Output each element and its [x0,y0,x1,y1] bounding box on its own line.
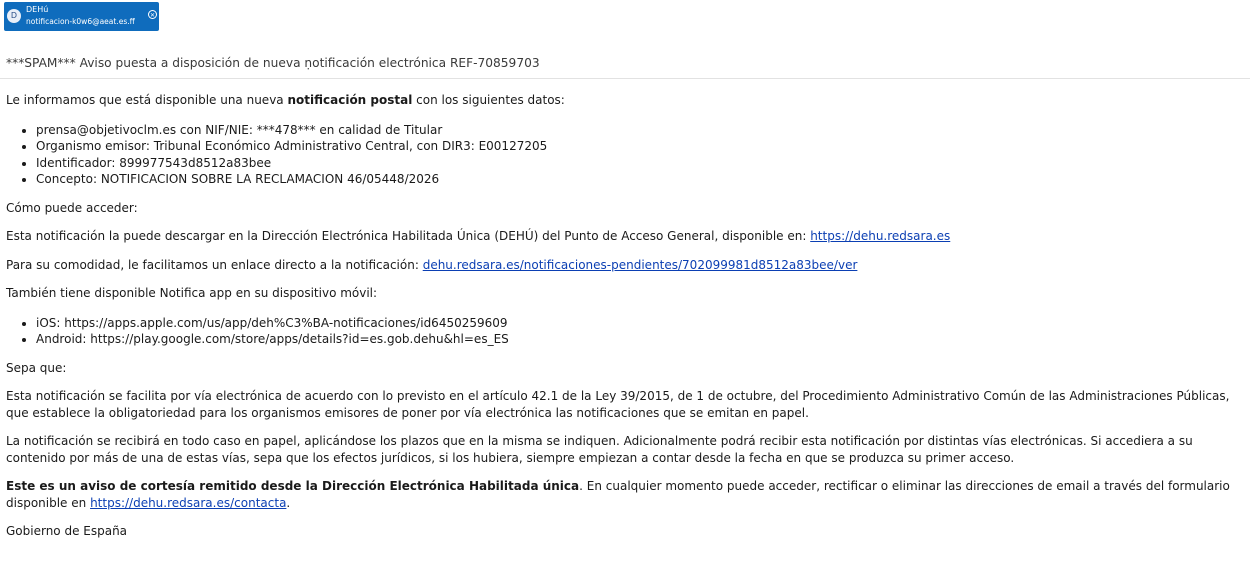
courtesy-text: . En cualquier momento puede acceder, rectificar o eliminar las direcciones de email a través del formulario disponible en [6,479,1230,510]
legal-paragraph: Esta notificación se facilita por vía electrónica de acuerdo con lo previsto en el artículo 42.1 de la Ley 39/2015, de 1 de octubre, del Procedimiento Administrativo Común de las Administraciones Públicas, que establece la obligatoriedad para los organismos emisores de poner por vía electrónica las notificaciones que se emitan en papel. [6,389,1230,420]
list-item: • Concepto: NOTIFICACION SOBRE LA RECLAMACION 46/05448/2026 [36,171,1244,188]
list-item: • Organismo emisor: Tribunal Económico Administrativo Central, con DIR3: E00127205 [36,138,1244,155]
list-item: • Android: https://play.google.com/store/apps/details?id=es.gob.dehu&hl=es_ES [36,331,1244,348]
how-access-heading: Cómo puede acceder: [6,200,138,215]
direct-link-paragraph [6,257,1244,274]
list-item: • iOS: https://apps.apple.com/us/app/deh%C3%BA-notificaciones/id6450259609 [36,315,1244,332]
data-list [6,122,1244,188]
direct-text: Para su comodidad, le facilitamos un enlace directo a la notificación: [6,257,423,272]
sender-email: notificacion-k0w6@aeat.es.ff [26,17,135,26]
sender-avatar: D [7,9,21,23]
signature: Gobierno de España [6,524,128,538]
download-text: Esta notificación la puede descargar en la Dirección Electrónica Habilitada Única (DEHÚ) del Punto de Acceso General, disponible en: [6,229,811,243]
intro-text-end: con los siguientes datos: [412,93,565,107]
email-body [6,92,1244,540]
dehu-link[interactable]: https://dehu.redsara.es [810,229,951,243]
app-intro: También tiene disponible Notifica app en su dispositivo móvil: [6,286,378,300]
courtesy-end: . [286,495,291,510]
intro-text: Le informamos que está disponible una nueva [6,93,288,107]
notification-link[interactable]: dehu.redsara.es/notificaciones-pendientes/702099981d8512a83bee/ver [422,257,858,272]
sender-chip[interactable] [4,2,159,31]
sender-name: DEHú [26,5,49,14]
intro-bold: notificación postal [287,93,413,107]
list-item: • prensa@objetivoclm.es con NIF/NIE: ***478*** en calidad de Titular [36,122,1244,139]
contact-link[interactable]: https://dehu.redsara.es/contacta [90,495,287,510]
app-list [6,315,1244,348]
email-subject: ***SPAM*** Aviso puesta a disposición de nueva ṇotificación electrónica REF-70859703 [6,56,540,70]
know-heading: Sepa que: [6,360,67,375]
list-item: • Identificador: 899977543d8512a83bee [36,155,1244,172]
download-paragraph [6,228,1244,245]
courtesy-paragraph [6,478,1244,511]
remove-sender-icon[interactable]: ✕ [149,12,156,19]
courtesy-bold: Este es un aviso de cortesía remitido desde la Dirección Electrónica Habilitada única [6,479,580,493]
intro-paragraph [6,92,1244,109]
paper-paragraph: La notificación se recibirá en todo caso en papel, aplicándose los plazos que en la misma se indiquen. Adicionalmente podrá recibir esta notificación por distintas vías electrónicas. Si accediera a su contenido por más de una de estas vías, sepa que los efectos jurídicos, si los hubiera, siempre empiezan a contar desde la fecha en que se produzca su primer acceso. [6,434,1193,465]
subject-divider [0,78,1250,79]
